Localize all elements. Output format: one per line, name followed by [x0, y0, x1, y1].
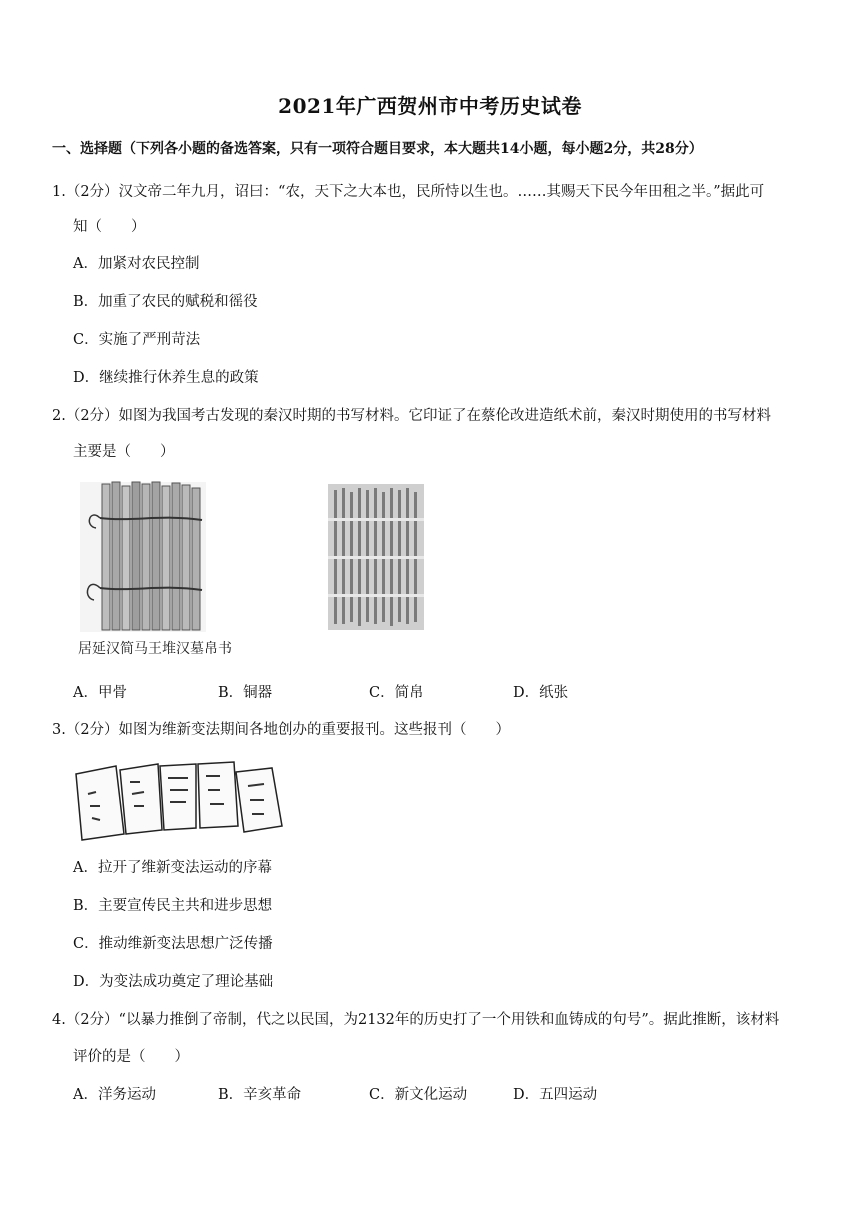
q3-option-b: B．主要宣传民主共和进步思想	[73, 898, 273, 914]
q2-option-d: D．纸张	[513, 685, 569, 701]
q4-option-d: D．五四运动	[513, 1087, 598, 1103]
bamboo-slips-and-silk-image	[72, 478, 432, 638]
question-1-text: 1.（2分）汉文帝二年九月，诏曰：“农，天下之大本也，民所恃以生也。……其赐天下民今年田租之半。”据此可	[52, 184, 765, 200]
question-2-text-cont: 主要是（ ）	[73, 444, 175, 460]
q2-options-row	[73, 681, 673, 701]
q4-options-row	[73, 1083, 673, 1103]
reform-newspapers-figure	[72, 760, 286, 844]
q4-option-a: A．洋务运动	[73, 1087, 156, 1103]
section-heading: 一、选择题（下列各小题的备选答案，只有一项符合题目要求，本大题共14小题，每小题2分，共28分）	[52, 141, 703, 157]
question-4-text-cont: 评价的是（ ）	[73, 1049, 189, 1065]
figure-caption: 居延汉简马王堆汉墓帛书	[78, 641, 232, 657]
q2-option-b: B．铜器	[218, 685, 273, 701]
bamboo-slips-illustration	[80, 482, 206, 632]
page-title: 2021年广西贺州市中考历史试卷	[278, 94, 582, 118]
q1-option-a: A．加紧对农民控制	[73, 256, 200, 272]
q4-option-b: B．辛亥革命	[218, 1087, 302, 1103]
silk-manuscript-illustration	[328, 484, 424, 630]
q2-option-a: A．甲骨	[73, 685, 127, 701]
question-4-text: 4.（2分）“以暴力推倒了帝制，代之以民国，为2132年的历史打了一个用铁和血铸成的句号”。据此推断，该材料	[52, 1012, 780, 1028]
q3-option-d: D．为变法成功奠定了理论基础	[73, 974, 274, 990]
q3-option-a: A．拉开了维新变法运动的序幕	[73, 860, 272, 876]
question-1-text-cont: 知（ ）	[73, 219, 146, 235]
q4-option-c: C．新文化运动	[369, 1087, 468, 1103]
q3-option-c: C．推动维新变法思想广泛传播	[73, 936, 273, 952]
newspapers-illustration	[72, 760, 286, 844]
q2-option-c: C．简帛	[369, 685, 424, 701]
question-2-text: 2.（2分）如图为我国考古发现的秦汉时期的书写材料。它印证了在蔡伦改进造纸术前，秦汉时期使用的书写材料	[52, 408, 772, 424]
writing-materials-figure	[72, 478, 432, 660]
q1-option-d: D．继续推行休养生息的政策	[73, 370, 259, 386]
q1-option-c: C．实施了严刑苛法	[73, 332, 201, 348]
question-3-text: 3.（2分）如图为维新变法期间各地创办的重要报刊。这些报刊（ ）	[52, 722, 511, 738]
q1-option-b: B．加重了农民的赋税和徭役	[73, 294, 258, 310]
